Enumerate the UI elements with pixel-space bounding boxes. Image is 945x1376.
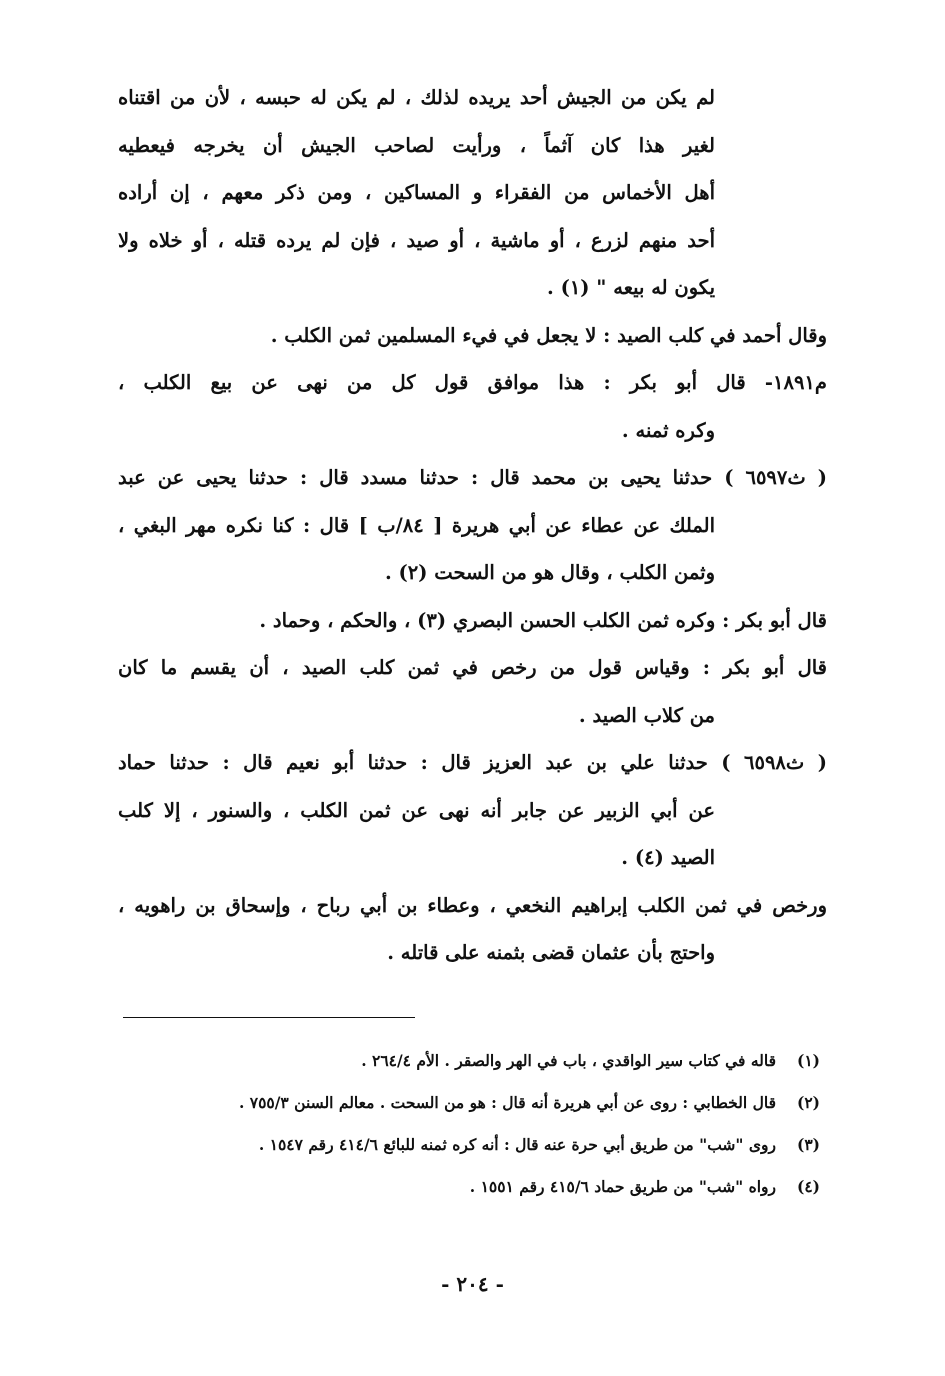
text-line: الملك عن عطاء عن أبي هريرة [ ٨٤/ب ] قال : كنا نكره مهر البغي ، bbox=[118, 513, 715, 537]
footnotes bbox=[120, 1040, 820, 1208]
text-line: م١٨٩١- قال أبو بكر : هذا موافق قول كل من نهى عن بيع الكلب ، bbox=[118, 371, 827, 394]
text-line: قال أبو بكر : وقياس قول من رخص في ثمن كلب الصيد ، أن يقسم ما كان bbox=[118, 656, 827, 679]
footnote-number: (٢) bbox=[796, 1093, 820, 1112]
text-line: لم يكن من الجيش أحد يريده لذلك ، لم يكن له حبسه ، لأن من اقتناه bbox=[118, 86, 715, 109]
text-line: يكون له بيعه " (١) . bbox=[547, 276, 715, 299]
text-line: ( ث٦٥٩٧ ) حدثنا يحيى بن محمد قال : حدثنا مسدد قال : حدثنا يحيى عن عبد bbox=[118, 466, 827, 489]
text-line: لغير هذا كان آثماً ، ورأيت لصاحب الجيش أن يخرجه فيعطيه bbox=[118, 133, 715, 157]
footnote-number: (٤) bbox=[796, 1177, 820, 1196]
text-line: أهل الأخماس من الفقراء و المساكين ، ومن ذكر معهم ، إن أراده bbox=[118, 181, 715, 204]
text-line: وكره ثمنه . bbox=[621, 418, 715, 442]
text-line: عن أبي الزبير عن جابر أنه نهى عن ثمن الكلب ، والسنور ، إلا كلب bbox=[118, 798, 715, 822]
text-line: وقال أحمد في كلب الصيد : لا يجعل في فيء المسلمين ثمن الكلب . bbox=[270, 323, 827, 347]
footnote-text: قال الخطابي : روى عن أبي هريرة أنه قال : هو من السحت . معالم السنن ٧٥٥/٣ . bbox=[238, 1093, 776, 1112]
footnote-divider bbox=[123, 1017, 415, 1018]
text-line: قال أبو بكر : وكره ثمن الكلب الحسن البصري (٣) ، والحكم ، وحماد . bbox=[259, 608, 827, 632]
text-line: ورخص في ثمن الكلب إبراهيم النخعي ، وعطاء بن أبي رباح ، وإسحاق بن راهويه ، bbox=[118, 893, 827, 917]
footnote bbox=[120, 1040, 820, 1082]
footnote-number: (٣) bbox=[796, 1135, 820, 1154]
text-line: ( ث٦٥٩٨ ) حدثنا علي بن عبد العزيز قال : حدثنا أبو نعيم قال : حدثنا حماد bbox=[118, 751, 827, 774]
page-number: - ٢٠٤ - bbox=[441, 1272, 504, 1296]
main-text bbox=[118, 74, 827, 977]
footnote-number: (١) bbox=[796, 1051, 820, 1070]
footnote-text: رواه "شب" من طريق حماد ٤١٥/٦ رقم ١٥٥١ . bbox=[469, 1177, 776, 1196]
text-line: وثمن الكلب ، وقال هو من السحت (٢) . bbox=[384, 561, 715, 584]
text-line: الصيد (٤) . bbox=[621, 846, 715, 869]
footnote-text: قاله في كتاب سير الواقدي ، باب في الهر والصقر . الأم ٢٦٤/٤ . bbox=[361, 1051, 776, 1070]
footnote bbox=[120, 1082, 820, 1124]
text-line: واحتج بأن عثمان قضى بثمنه على قاتله . bbox=[387, 941, 715, 964]
footnote-text: روى "شب" من طريق أبي حرة عنه قال : أنه كره ثمنه للبائع ٤١٤/٦ رقم ١٥٤٧ . bbox=[258, 1135, 776, 1154]
text-line: أحد منهم لزرع ، أو ماشية ، أو صيد ، فإن لم يرده قتله ، أو خلاه ولا bbox=[118, 228, 715, 252]
footnote bbox=[120, 1166, 820, 1208]
text-line: من كلاب الصيد . bbox=[578, 703, 715, 727]
footnote bbox=[120, 1124, 820, 1166]
